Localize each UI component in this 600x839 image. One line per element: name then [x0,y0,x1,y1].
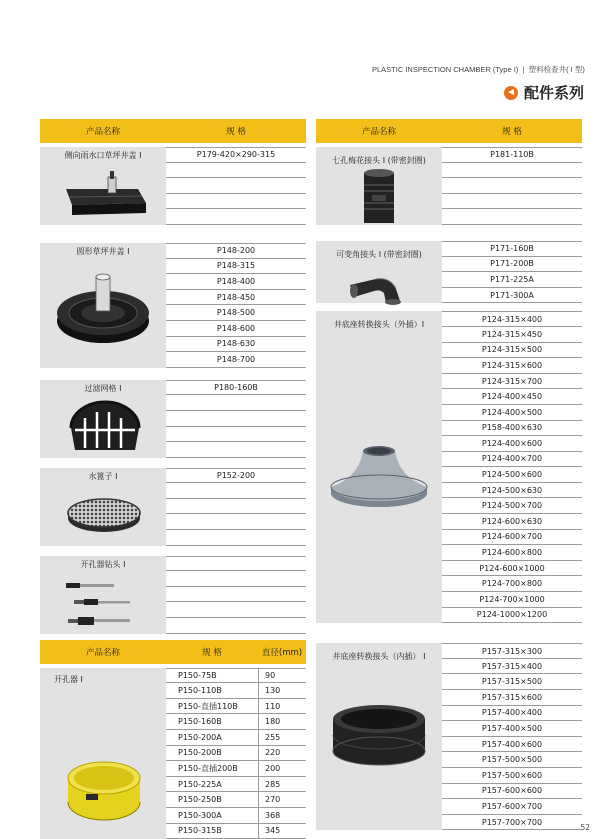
header-name: 产品名称 [361,127,396,137]
spec-rows [166,556,306,634]
product-name: 七孔梅花接头 I (带密封圈) [332,156,426,165]
spec-rows [442,241,582,303]
header-name: 产品名称 [85,127,120,137]
spec-cell: P148-600 [166,321,306,337]
spec-cell: P124-315×700 [442,374,582,390]
product-name: 圆形草坪井盖 I [76,246,130,256]
product-image-cell [40,668,166,839]
table-row [166,730,306,746]
diameter-cell: 130 [258,683,306,699]
spec-cell: P150-直插110B [166,699,258,715]
spec-cell [166,209,306,225]
spec-cell: P157-400×400 [442,706,582,722]
spec-cell: P124-500×600 [442,467,582,483]
spec-rows [166,147,306,225]
product-image-cell [40,147,166,225]
product-variable-angle-joint [316,241,582,303]
table-row [166,683,306,699]
spec-cell: P124-500×700 [442,498,582,514]
spec-cell: P124-315×450 [442,327,582,343]
header-spec: 规 格 [202,647,222,658]
arrow-left-icon [504,86,518,100]
filter-grid-image [65,398,145,454]
spec-cell: P124-315×600 [442,358,582,374]
spec-cell: P124-315×400 [442,311,582,327]
product-image-cell [40,468,166,546]
table-row [166,699,306,715]
spec-cell: P180-160B [166,380,306,396]
product-water-grate [40,468,306,546]
spec-cell: P150-315B [166,824,258,839]
spec-cell [166,427,306,443]
spec-cell: P124-700×1000 [442,592,582,608]
spec-cell: P148-700 [166,352,306,368]
product-name: 开孔器钻头 I [80,559,126,569]
spec-cell: P157-700×700 [442,815,582,831]
product-seven-hole-joint [316,147,582,225]
spec-cell: P150-160B [166,714,258,730]
section-title-text: 配件系列 [523,84,584,102]
spec-cell: P171-200B [442,257,582,273]
spec-cell [166,395,306,411]
spec-cell [442,178,582,194]
spec-rows [166,243,306,368]
spec-cell: P171-300A [442,288,582,304]
spec-cell: P124-600×630 [442,514,582,530]
spec-cell: P124-600×800 [442,545,582,561]
product-image-cell [40,556,166,634]
spec-cell: P150-225A [166,777,258,793]
header-series [372,64,585,75]
spec-cell [166,530,306,546]
spec-cell [166,411,306,427]
spec-rows [442,643,582,830]
table-row [166,714,306,730]
spec-cell [166,602,306,618]
spec-cell [166,483,306,499]
product-image-cell [316,311,442,623]
diameter-cell: 200 [258,761,306,777]
water-grate-image [66,488,142,538]
right-column [316,119,582,830]
drill-bit-image [62,573,142,633]
product-base-adapter-inner [316,643,582,830]
spec-cell: P124-700×800 [442,576,582,592]
diameter-cell: 368 [258,808,306,824]
spec-cell: P148-400 [166,274,306,290]
spec-cell: P181-110B [442,147,582,163]
spec-cell: P157-600×600 [442,784,582,800]
spec-cell: P179-420×290-315 [166,147,306,163]
spec-cell: P152-200 [166,468,306,484]
spec-cell: P157-315×300 [442,643,582,659]
header-diameter: 直径(mm) [261,647,303,658]
spec-cell [166,571,306,587]
spec-rows [166,668,306,839]
product-round-grass-cover [40,243,306,368]
spec-cell [166,163,306,179]
spec-cell: P150-直插200B [166,761,258,777]
diameter-cell: 90 [258,668,306,684]
spec-cell: P171-225A [442,272,582,288]
spec-cell: P157-400×600 [442,737,582,753]
spec-cell [166,442,306,458]
spec-cell: P124-400×700 [442,452,582,468]
spec-cell: P124-500×630 [442,483,582,499]
spec-rows [442,311,582,623]
table-row [166,761,306,777]
spec-cell [166,556,306,572]
spec-cell: P124-1000×1200 [442,608,582,624]
hole-saw-image [64,754,144,830]
spec-rows [166,468,306,546]
table-row [166,746,306,762]
spec-cell [442,209,582,225]
diameter-cell: 285 [258,777,306,793]
spec-cell [166,514,306,530]
seven-hole-joint-image [344,169,414,225]
spec-cell: P148-630 [166,337,306,353]
spec-cell: P124-600×1000 [442,561,582,577]
page-number: 52 [580,823,590,832]
spec-cell: P150-200A [166,730,258,746]
diameter-cell: 220 [258,746,306,762]
section-title [504,82,584,103]
spec-cell [166,499,306,515]
spec-cell: P148-315 [166,259,306,275]
table-row [166,792,306,808]
spec-rows [442,147,582,225]
spec-cell: P157-500×500 [442,752,582,768]
spec-cell [166,178,306,194]
spec-cell: P150-110B [166,683,258,699]
spec-cell [166,194,306,210]
spec-cell [166,587,306,603]
product-image-cell [40,380,166,458]
product-image-cell [40,243,166,368]
left-column [40,119,306,839]
separator: | [520,65,527,74]
spec-cell: P157-600×700 [442,799,582,815]
product-name: 井底座转换接头（外插）I [333,320,425,330]
spec-cell: P158-400×630 [442,421,582,437]
table-row [166,777,306,793]
spec-cell: P124-315×500 [442,343,582,359]
product-hole-saw [40,668,306,839]
angle-joint-image [346,259,416,305]
spec-cell: P157-315×500 [442,674,582,690]
spec-cell: P150-300A [166,808,258,824]
spec-cell: P148-450 [166,290,306,306]
header-name: 产品名称 [85,647,120,658]
product-name: 水篦子 I [88,471,118,481]
product-image-cell [316,147,442,225]
spec-cell: P148-200 [166,243,306,259]
outer-adapter-image [329,441,429,511]
series-en: PLASTIC INSPECTION CHAMBER (Type I) [372,65,519,74]
table-row [166,668,306,684]
product-side-grass-cover [40,147,306,225]
product-base-adapter-outer [316,311,582,623]
diameter-cell: 345 [258,824,306,839]
spec-cell [166,618,306,634]
spec-cell: P157-400×500 [442,721,582,737]
diameter-cell: 270 [258,792,306,808]
inner-adapter-image [329,699,429,769]
product-filter-grid [40,380,306,458]
diameter-cell: 180 [258,714,306,730]
product-name: 过滤网格 I [84,383,122,393]
product-name: 开孔器 I [54,674,83,684]
table-header [40,119,306,143]
diameter-cell: 255 [258,730,306,746]
spec-cell: P150-75B [166,668,258,684]
spec-rows [166,380,306,458]
table-header-holesaw [40,640,306,664]
spec-cell: P124-400×500 [442,405,582,421]
header-spec: 规 格 [502,127,522,137]
spec-cell: P124-600×700 [442,530,582,546]
table-header [316,119,582,143]
grass-cover-image [58,167,148,223]
spec-cell: P157-315×600 [442,690,582,706]
spec-cell: P148-500 [166,305,306,321]
product-image-cell [316,643,442,830]
spec-cell: P150-200B [166,746,258,762]
product-name: 侧向雨水口草坪井盖 I [64,151,142,160]
spec-cell: P124-400×450 [442,389,582,405]
spec-cell: P124-400×600 [442,436,582,452]
series-cn: 塑料检查井( I 型) [528,65,585,74]
table-row [166,824,306,839]
spec-cell: P150-250B [166,792,258,808]
diameter-cell: 110 [258,699,306,715]
round-cover-image [53,269,153,349]
header-spec: 规 格 [226,127,246,137]
table-row [166,808,306,824]
product-drill-bit [40,556,306,634]
product-name: 井底座转换接头（内插） I [332,652,426,662]
spec-cell: P157-315×400 [442,659,582,675]
spec-cell [442,163,582,179]
spec-cell: P157-500×600 [442,768,582,784]
spec-cell: P171-160B [442,241,582,257]
product-name: 可变角接头 I (带密封圈) [336,249,422,259]
product-image-cell [316,241,442,303]
spec-cell [442,194,582,210]
